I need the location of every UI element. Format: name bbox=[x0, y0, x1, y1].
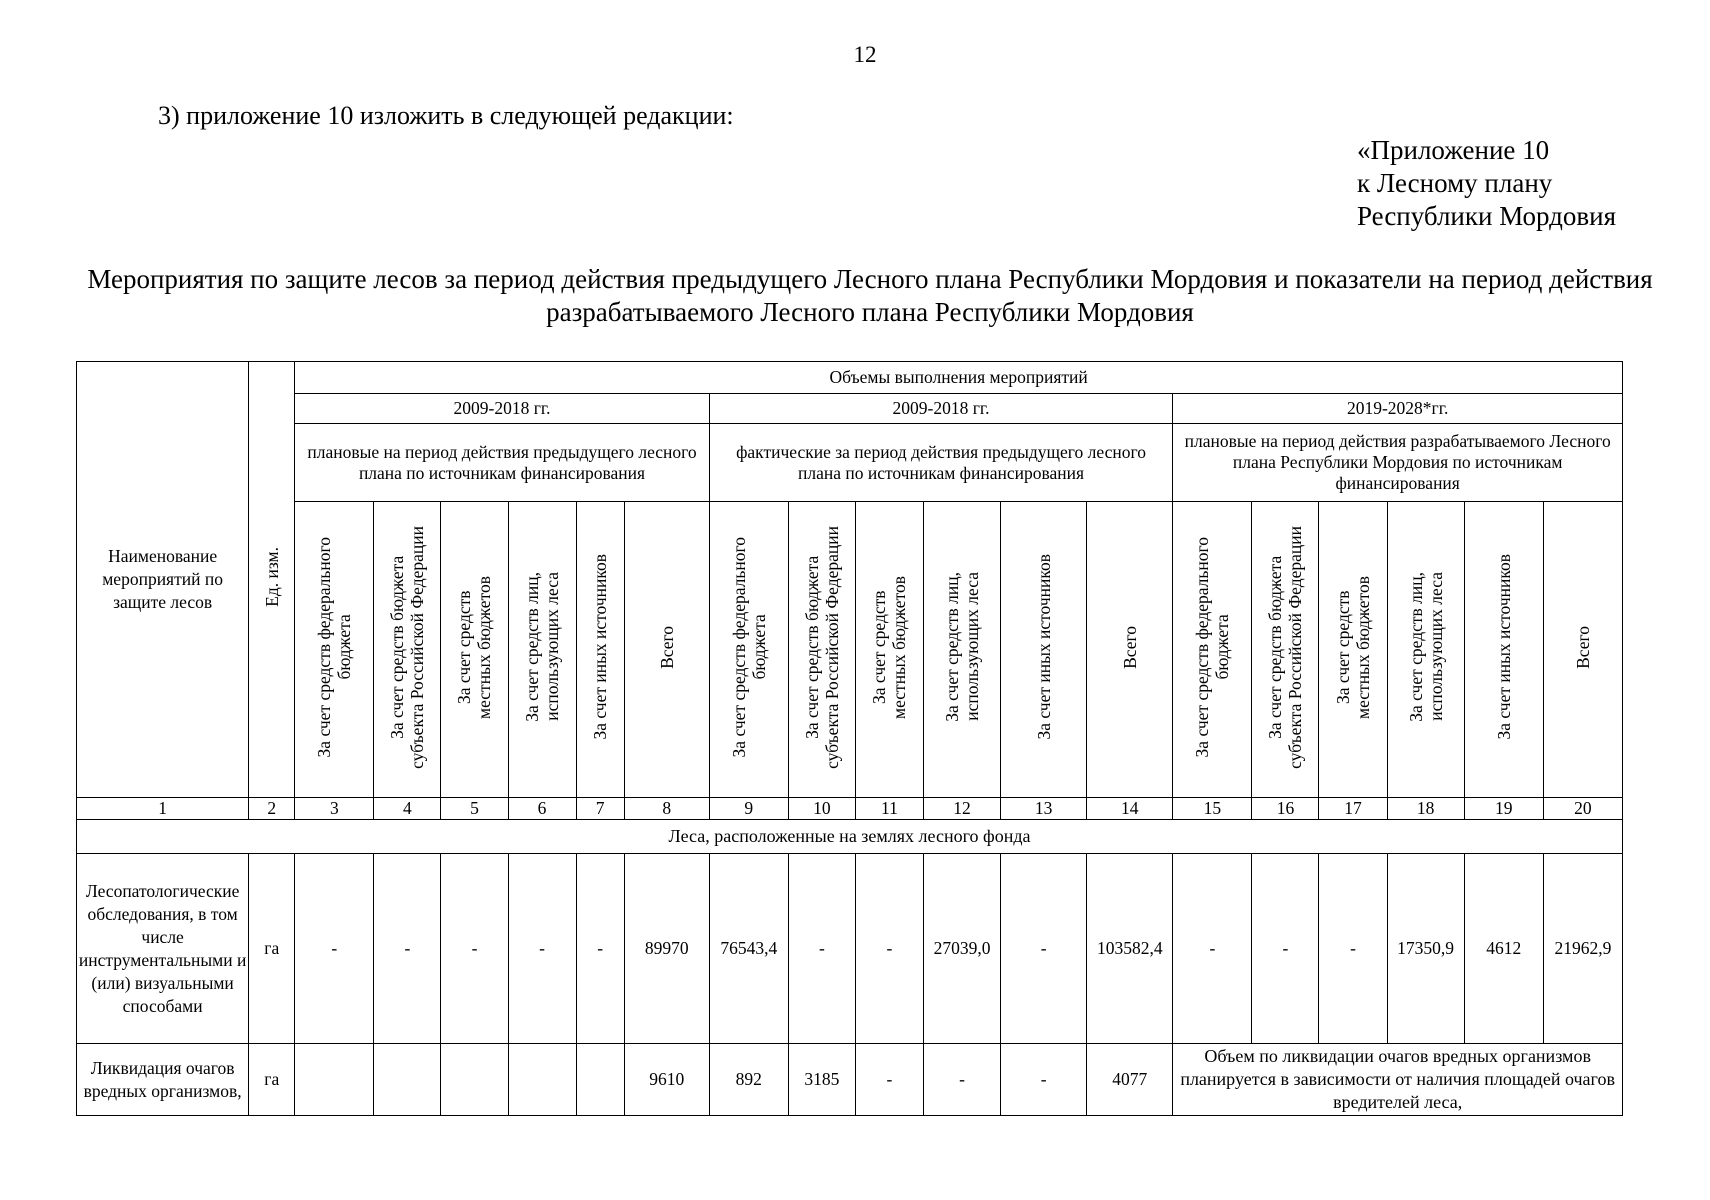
source-header-total: Всего bbox=[1543, 502, 1622, 798]
table-cell: - bbox=[1252, 854, 1319, 1044]
appendix-line-2: к Лесному плану bbox=[1357, 168, 1553, 198]
unit-column-header: Ед. изм. bbox=[249, 362, 295, 798]
table-cell: 27039,0 bbox=[924, 854, 1001, 1044]
source-header-other: За счет иных источников bbox=[576, 502, 624, 798]
table-cell: 21962,9 bbox=[1543, 854, 1622, 1044]
group-header-planned-prev: плановые на период действия предыдущего лесного плана по источникам финансирования bbox=[295, 424, 709, 502]
source-header-users: За счет средств лиц, использующих леса bbox=[924, 502, 1001, 798]
table-cell: - bbox=[1173, 854, 1252, 1044]
source-header-federal: За счет средств федерального бюджета bbox=[295, 502, 374, 798]
table-row bbox=[77, 1044, 1623, 1116]
table-cell: 17350,9 bbox=[1387, 854, 1464, 1044]
document-title: Мероприятия по защите лесов за период действия предыдущего Лесного плана Республики Мордовия и показатели на период действия разрабатываемого Лесного плана Республики Мордовия bbox=[87, 264, 1653, 327]
table-cell: 892 bbox=[709, 1044, 788, 1116]
column-number: 13 bbox=[1001, 798, 1087, 820]
table-cell: - bbox=[576, 854, 624, 1044]
source-header-users: За счет средств лиц, использующих леса bbox=[508, 502, 576, 798]
column-number: 17 bbox=[1319, 798, 1387, 820]
page-number: 12 bbox=[853, 42, 877, 67]
table-cell: - bbox=[508, 854, 576, 1044]
source-header-subject: За счет средств бюджета субъекта Российской Федерации bbox=[374, 502, 441, 798]
period-header-planned-new: 2019-2028*гг. bbox=[1173, 394, 1623, 424]
source-header-federal: За счет средств федерального бюджета bbox=[1173, 502, 1252, 798]
column-number: 10 bbox=[788, 798, 855, 820]
section-title: Леса, расположенные на землях лесного фонда bbox=[77, 820, 1623, 854]
table-cell bbox=[374, 1044, 441, 1116]
table-cell: 89970 bbox=[624, 854, 709, 1044]
source-header-local: За счет средств местных бюджетов bbox=[441, 502, 508, 798]
table-row bbox=[77, 854, 1623, 1044]
row-unit: га bbox=[249, 1044, 295, 1116]
group-header-planned-new: плановые на период действия разрабатываемого Лесного плана Республики Мордовия по источникам финансирования bbox=[1173, 424, 1623, 502]
row-name: Ликвидация очагов вредных организмов, bbox=[77, 1044, 249, 1116]
table-cell: 4077 bbox=[1087, 1044, 1173, 1116]
appendix-reference bbox=[1357, 134, 1616, 233]
column-number: 14 bbox=[1087, 798, 1173, 820]
source-header-users: За счет средств лиц, использующих леса bbox=[1387, 502, 1464, 798]
appendix-line-3: Республики Мордовия bbox=[1357, 201, 1617, 231]
table-cell: - bbox=[1001, 854, 1087, 1044]
column-number: 6 bbox=[508, 798, 576, 820]
column-number: 3 bbox=[295, 798, 374, 820]
table-cell bbox=[441, 1044, 508, 1116]
table-cell: - bbox=[788, 854, 855, 1044]
column-number: 9 bbox=[709, 798, 788, 820]
source-header-total: Всего bbox=[624, 502, 709, 798]
period-header-planned-prev: 2009-2018 гг. bbox=[295, 394, 709, 424]
table-cell bbox=[508, 1044, 576, 1116]
column-number: 1 bbox=[77, 798, 249, 820]
row-name: Лесопатологические обследования, в том числе инструментальными и (или) визуальными способами bbox=[77, 854, 249, 1044]
source-header-federal: За счет средств федерального бюджета bbox=[709, 502, 788, 798]
table-cell: - bbox=[1319, 854, 1387, 1044]
column-number: 18 bbox=[1387, 798, 1464, 820]
column-number: 12 bbox=[924, 798, 1001, 820]
column-number-row bbox=[77, 798, 1623, 820]
table-cell: - bbox=[1001, 1044, 1087, 1116]
appendix-line-1: «Приложение 10 bbox=[1357, 135, 1550, 165]
column-number: 2 bbox=[249, 798, 295, 820]
column-number: 8 bbox=[624, 798, 709, 820]
column-number: 15 bbox=[1173, 798, 1252, 820]
row-unit: га bbox=[249, 854, 295, 1044]
column-number: 19 bbox=[1464, 798, 1543, 820]
column-number: 16 bbox=[1252, 798, 1319, 820]
table-cell bbox=[576, 1044, 624, 1116]
table-cell: - bbox=[924, 1044, 1001, 1116]
table-cell: - bbox=[441, 854, 508, 1044]
volumes-header: Объемы выполнения мероприятий bbox=[295, 362, 1623, 394]
table-cell: 4612 bbox=[1464, 854, 1543, 1044]
source-header-subject: За счет средств бюджета субъекта Российской Федерации bbox=[788, 502, 855, 798]
period-header-actual-prev: 2009-2018 гг. bbox=[709, 394, 1173, 424]
table-cell: 103582,4 bbox=[1087, 854, 1173, 1044]
source-header-other: За счет иных источников bbox=[1001, 502, 1087, 798]
remark-text: Объем по ликвидации очагов вредных организмов планируется в зависимости от наличия площадей очагов вредителей леса, bbox=[1173, 1044, 1623, 1116]
source-header-total: Всего bbox=[1087, 502, 1173, 798]
source-header-other: За счет иных источников bbox=[1464, 502, 1543, 798]
column-number: 20 bbox=[1543, 798, 1622, 820]
table-cell: - bbox=[855, 1044, 923, 1116]
name-column-header: Наименование мероприятий по защите лесов bbox=[77, 362, 249, 798]
group-header-actual-prev: фактические за период действия предыдущего лесного плана по источникам финансирования bbox=[709, 424, 1173, 502]
source-header-local: За счет средств местных бюджетов bbox=[1319, 502, 1387, 798]
measures-table bbox=[76, 361, 1623, 1116]
table-cell: 9610 bbox=[624, 1044, 709, 1116]
column-number: 11 bbox=[855, 798, 923, 820]
table-cell: - bbox=[374, 854, 441, 1044]
source-header-local: За счет средств местных бюджетов bbox=[855, 502, 923, 798]
source-header-subject: За счет средств бюджета субъекта Российской Федерации bbox=[1252, 502, 1319, 798]
table-cell bbox=[295, 1044, 374, 1116]
table-cell: - bbox=[855, 854, 923, 1044]
column-number: 7 bbox=[576, 798, 624, 820]
table-cell: - bbox=[295, 854, 374, 1044]
column-number: 5 bbox=[441, 798, 508, 820]
instruction-text: 3) приложение 10 изложить в следующей редакции: bbox=[158, 101, 734, 130]
table-cell: 76543,4 bbox=[709, 854, 788, 1044]
table-cell: 3185 bbox=[788, 1044, 855, 1116]
column-number: 4 bbox=[374, 798, 441, 820]
